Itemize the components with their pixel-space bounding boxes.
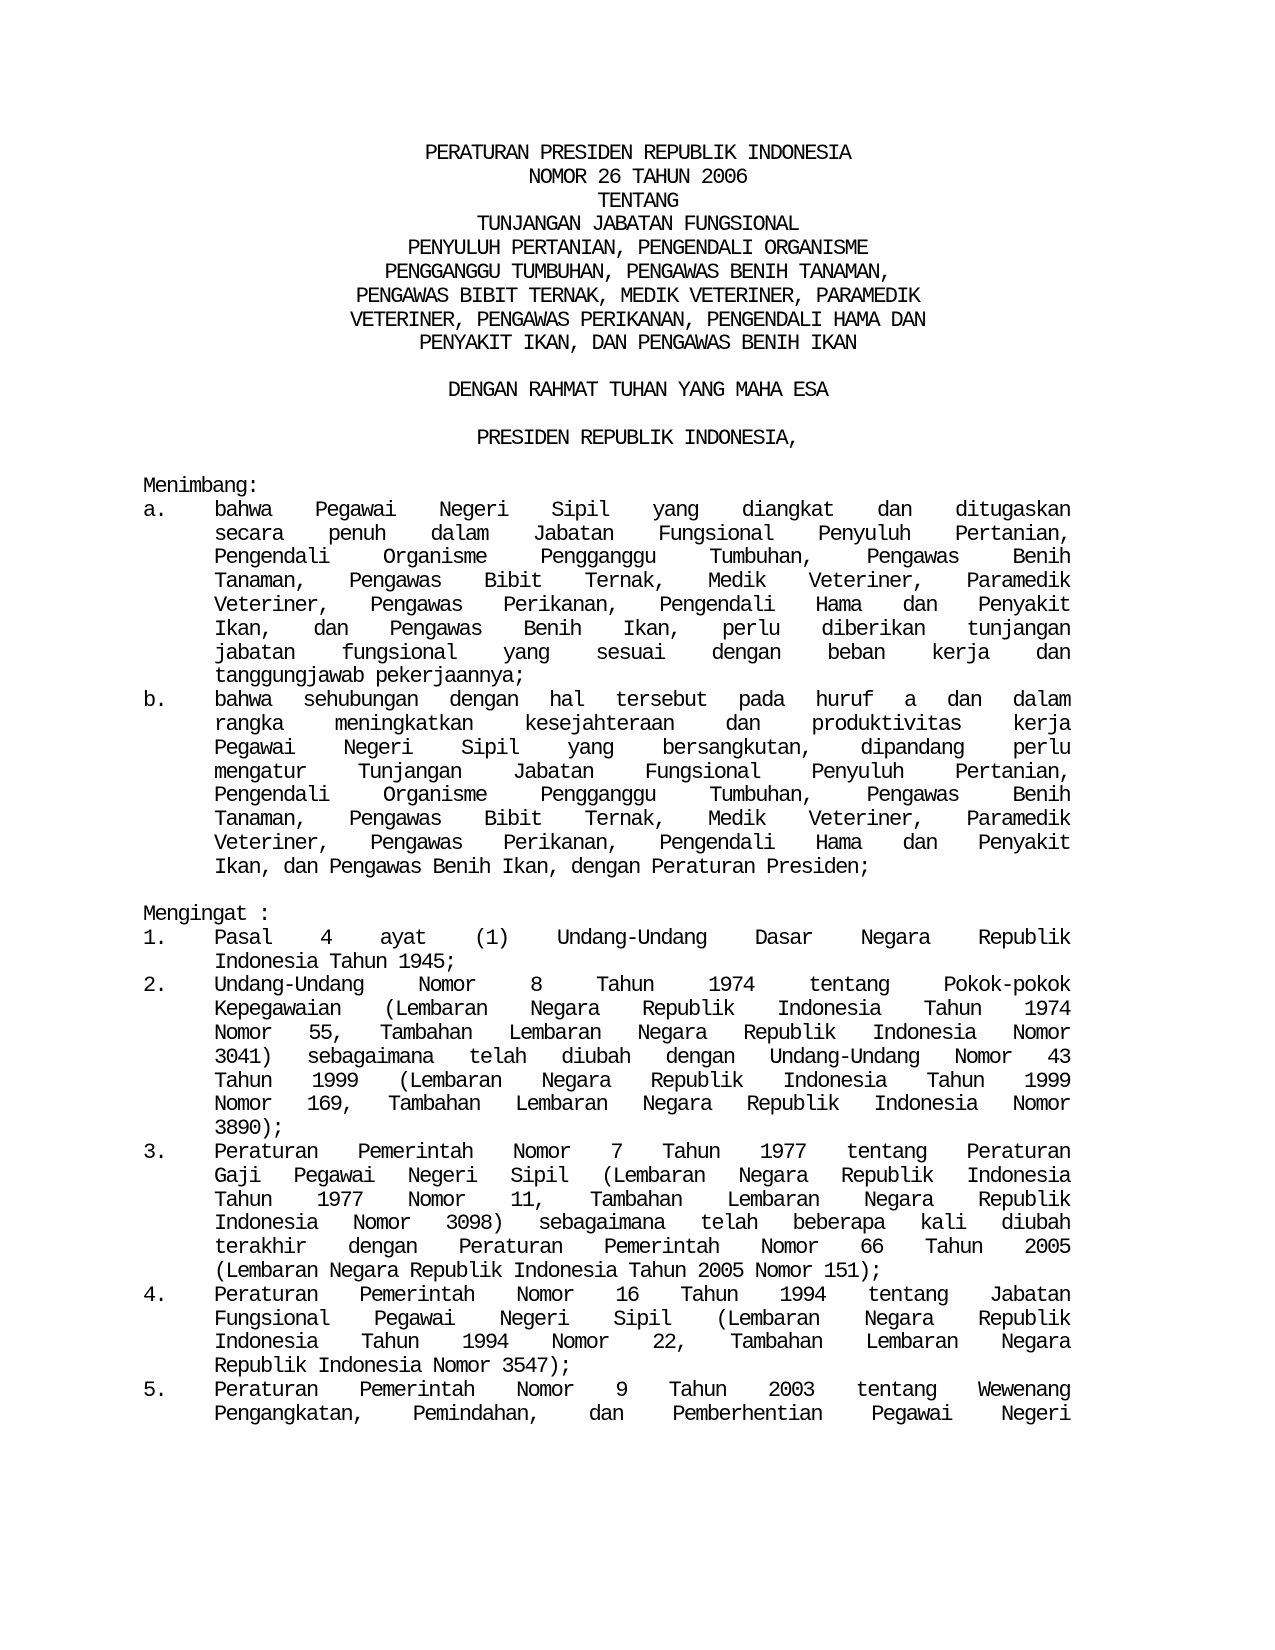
- item-line: (Lembaran Negara Republik Indonesia Tahun 2005 Nomor 151);: [214, 1258, 882, 1284]
- title-line: PENGGANGGU TUMBUHAN, PENGAWAS BENIH TANAMAN,: [384, 259, 891, 285]
- item-line: rangka meningkatkan kesejahteraan dan produktivitas kerja: [214, 711, 1070, 737]
- item-line: Pengendali Organisme Pengganggu Tumbuhan, Pengawas Benih: [214, 545, 1070, 571]
- item-marker: 3.: [143, 1139, 167, 1165]
- mengingat-item-5: [143, 1379, 1070, 1427]
- item-line: Peraturan Pemerintah Nomor 16 Tahun 1994 tentang Jabatan: [214, 1282, 1070, 1308]
- item-line: Veteriner, Pengawas Perikanan, Pengendali Hama dan Penyakit: [214, 830, 1070, 856]
- item-line: Indonesia Nomor 3098) sebagaimana telah beberapa kali diubah: [214, 1211, 1070, 1237]
- menimbang-section: [143, 475, 1070, 880]
- title-line: NOMOR 26 TAHUN 2006: [528, 164, 747, 190]
- item-line: jabatan fungsional yang sesuai dengan beban kerja dan: [214, 640, 1070, 666]
- title-line: PENYULUH PERTANIAN, PENGENDALI ORGANISME: [407, 236, 868, 262]
- menimbang-label: Menimbang:: [143, 474, 259, 499]
- item-line: Gaji Pegawai Negeri Sipil (Lembaran Negara Republik Indonesia: [214, 1163, 1070, 1189]
- item-line: Indonesia Tahun 1945;: [214, 949, 456, 975]
- menimbang-item-b: [143, 689, 1070, 879]
- title-line: TENTANG: [597, 188, 678, 214]
- mengingat-section: [143, 903, 1070, 1427]
- item-line: bahwa Pegawai Negeri Sipil yang diangkat dan ditugaskan: [214, 497, 1070, 523]
- mengingat-item-3: [143, 1141, 1070, 1284]
- item-marker: 4.: [143, 1282, 167, 1308]
- item-line: tanggungjawab pekerjaannya;: [214, 664, 525, 690]
- item-line: Tahun 1999 (Lembaran Negara Republik Indonesia Tahun 1999: [214, 1068, 1070, 1094]
- item-line: bahwa sehubungan dengan hal tersebut pada huruf a dan dalam: [214, 688, 1070, 714]
- document-title-block: [0, 142, 1275, 356]
- item-line: Fungsional Pegawai Negeri Sipil (Lembaran Negara Republik: [214, 1306, 1070, 1332]
- item-line: 3890);: [214, 1116, 284, 1142]
- title-line: PERATURAN PRESIDEN REPUBLIK INDONESIA: [424, 141, 851, 166]
- item-marker: 1.: [143, 925, 167, 951]
- item-marker: a.: [143, 497, 167, 523]
- item-line: Tahun 1977 Nomor 11, Tambahan Lembaran Negara Republik: [214, 1187, 1070, 1213]
- mengingat-label: Mengingat :: [143, 902, 270, 927]
- item-line: Peraturan Pemerintah Nomor 7 Tahun 1977 tentang Peraturan: [214, 1139, 1070, 1165]
- item-line: secara penuh dalam Jabatan Fungsional Penyuluh Pertanian,: [214, 521, 1070, 547]
- menimbang-item-a: [143, 499, 1070, 689]
- item-line: 3041) sebagaimana telah diubah dengan Undang-Undang Nomor 43: [214, 1044, 1070, 1070]
- item-line: Veteriner, Pengawas Perikanan, Pengendali Hama dan Penyakit: [214, 592, 1070, 618]
- item-line: Pengangkatan, Pemindahan, dan Pemberhentian Pegawai Negeri: [214, 1401, 1070, 1427]
- item-line: Ikan, dan Pengawas Benih Ikan, dengan Peraturan Presiden;: [214, 854, 870, 880]
- item-line: Ikan, dan Pengawas Benih Ikan, perlu diberikan tunjangan: [214, 616, 1070, 642]
- item-line: Kepegawaian (Lembaran Negara Republik Indonesia Tahun 1974: [214, 997, 1070, 1023]
- item-marker: b.: [143, 688, 167, 714]
- title-line: VETERINER, PENGAWAS PERIKANAN, PENGENDALI HAMA DAN: [349, 307, 926, 333]
- authority: PRESIDEN REPUBLIK INDONESIA,: [476, 426, 799, 451]
- item-line: Tanaman, Pengawas Bibit Ternak, Medik Veteriner, Paramedik: [214, 807, 1070, 833]
- title-line: PENGAWAS BIBIT TERNAK, MEDIK VETERINER, PARAMEDIK: [355, 283, 920, 309]
- item-line: Undang-Undang Nomor 8 Tahun 1974 tentang Pokok-pokok: [214, 973, 1070, 999]
- item-line: mengatur Tunjangan Jabatan Fungsional Penyuluh Pertanian,: [214, 759, 1070, 785]
- item-marker: 2.: [143, 973, 167, 999]
- item-line: Peraturan Pemerintah Nomor 9 Tahun 2003 tentang Wewenang: [214, 1377, 1070, 1403]
- mengingat-item-4: [143, 1284, 1070, 1379]
- item-line: Nomor 169, Tambahan Lembaran Negara Republik Indonesia Nomor: [214, 1092, 1070, 1118]
- item-line: Indonesia Tahun 1994 Nomor 22, Tambahan Lembaran Negara: [214, 1330, 1070, 1356]
- invocation: DENGAN RAHMAT TUHAN YANG MAHA ESA: [447, 378, 828, 403]
- mengingat-item-2: [143, 974, 1070, 1141]
- item-line: Pasal 4 ayat (1) Undang-Undang Dasar Negara Republik: [214, 925, 1070, 951]
- item-line: Pegawai Negeri Sipil yang bersangkutan, dipandang perlu: [214, 735, 1070, 761]
- item-line: terakhir dengan Peraturan Pemerintah Nomor 66 Tahun 2005: [214, 1235, 1070, 1261]
- item-line: Pengendali Organisme Pengganggu Tumbuhan, Pengawas Benih: [214, 783, 1070, 809]
- title-line: PENYAKIT IKAN, DAN PENGAWAS BENIH IKAN: [418, 331, 857, 357]
- title-line: TUNJANGAN JABATAN FUNGSIONAL: [476, 212, 799, 238]
- item-line: Nomor 55, Tambahan Lembaran Negara Republik Indonesia Nomor: [214, 1020, 1070, 1046]
- item-line: Republik Indonesia Nomor 3547);: [214, 1354, 571, 1380]
- item-line: Tanaman, Pengawas Bibit Ternak, Medik Veteriner, Paramedik: [214, 569, 1070, 595]
- mengingat-item-1: [143, 927, 1070, 975]
- item-marker: 5.: [143, 1377, 167, 1403]
